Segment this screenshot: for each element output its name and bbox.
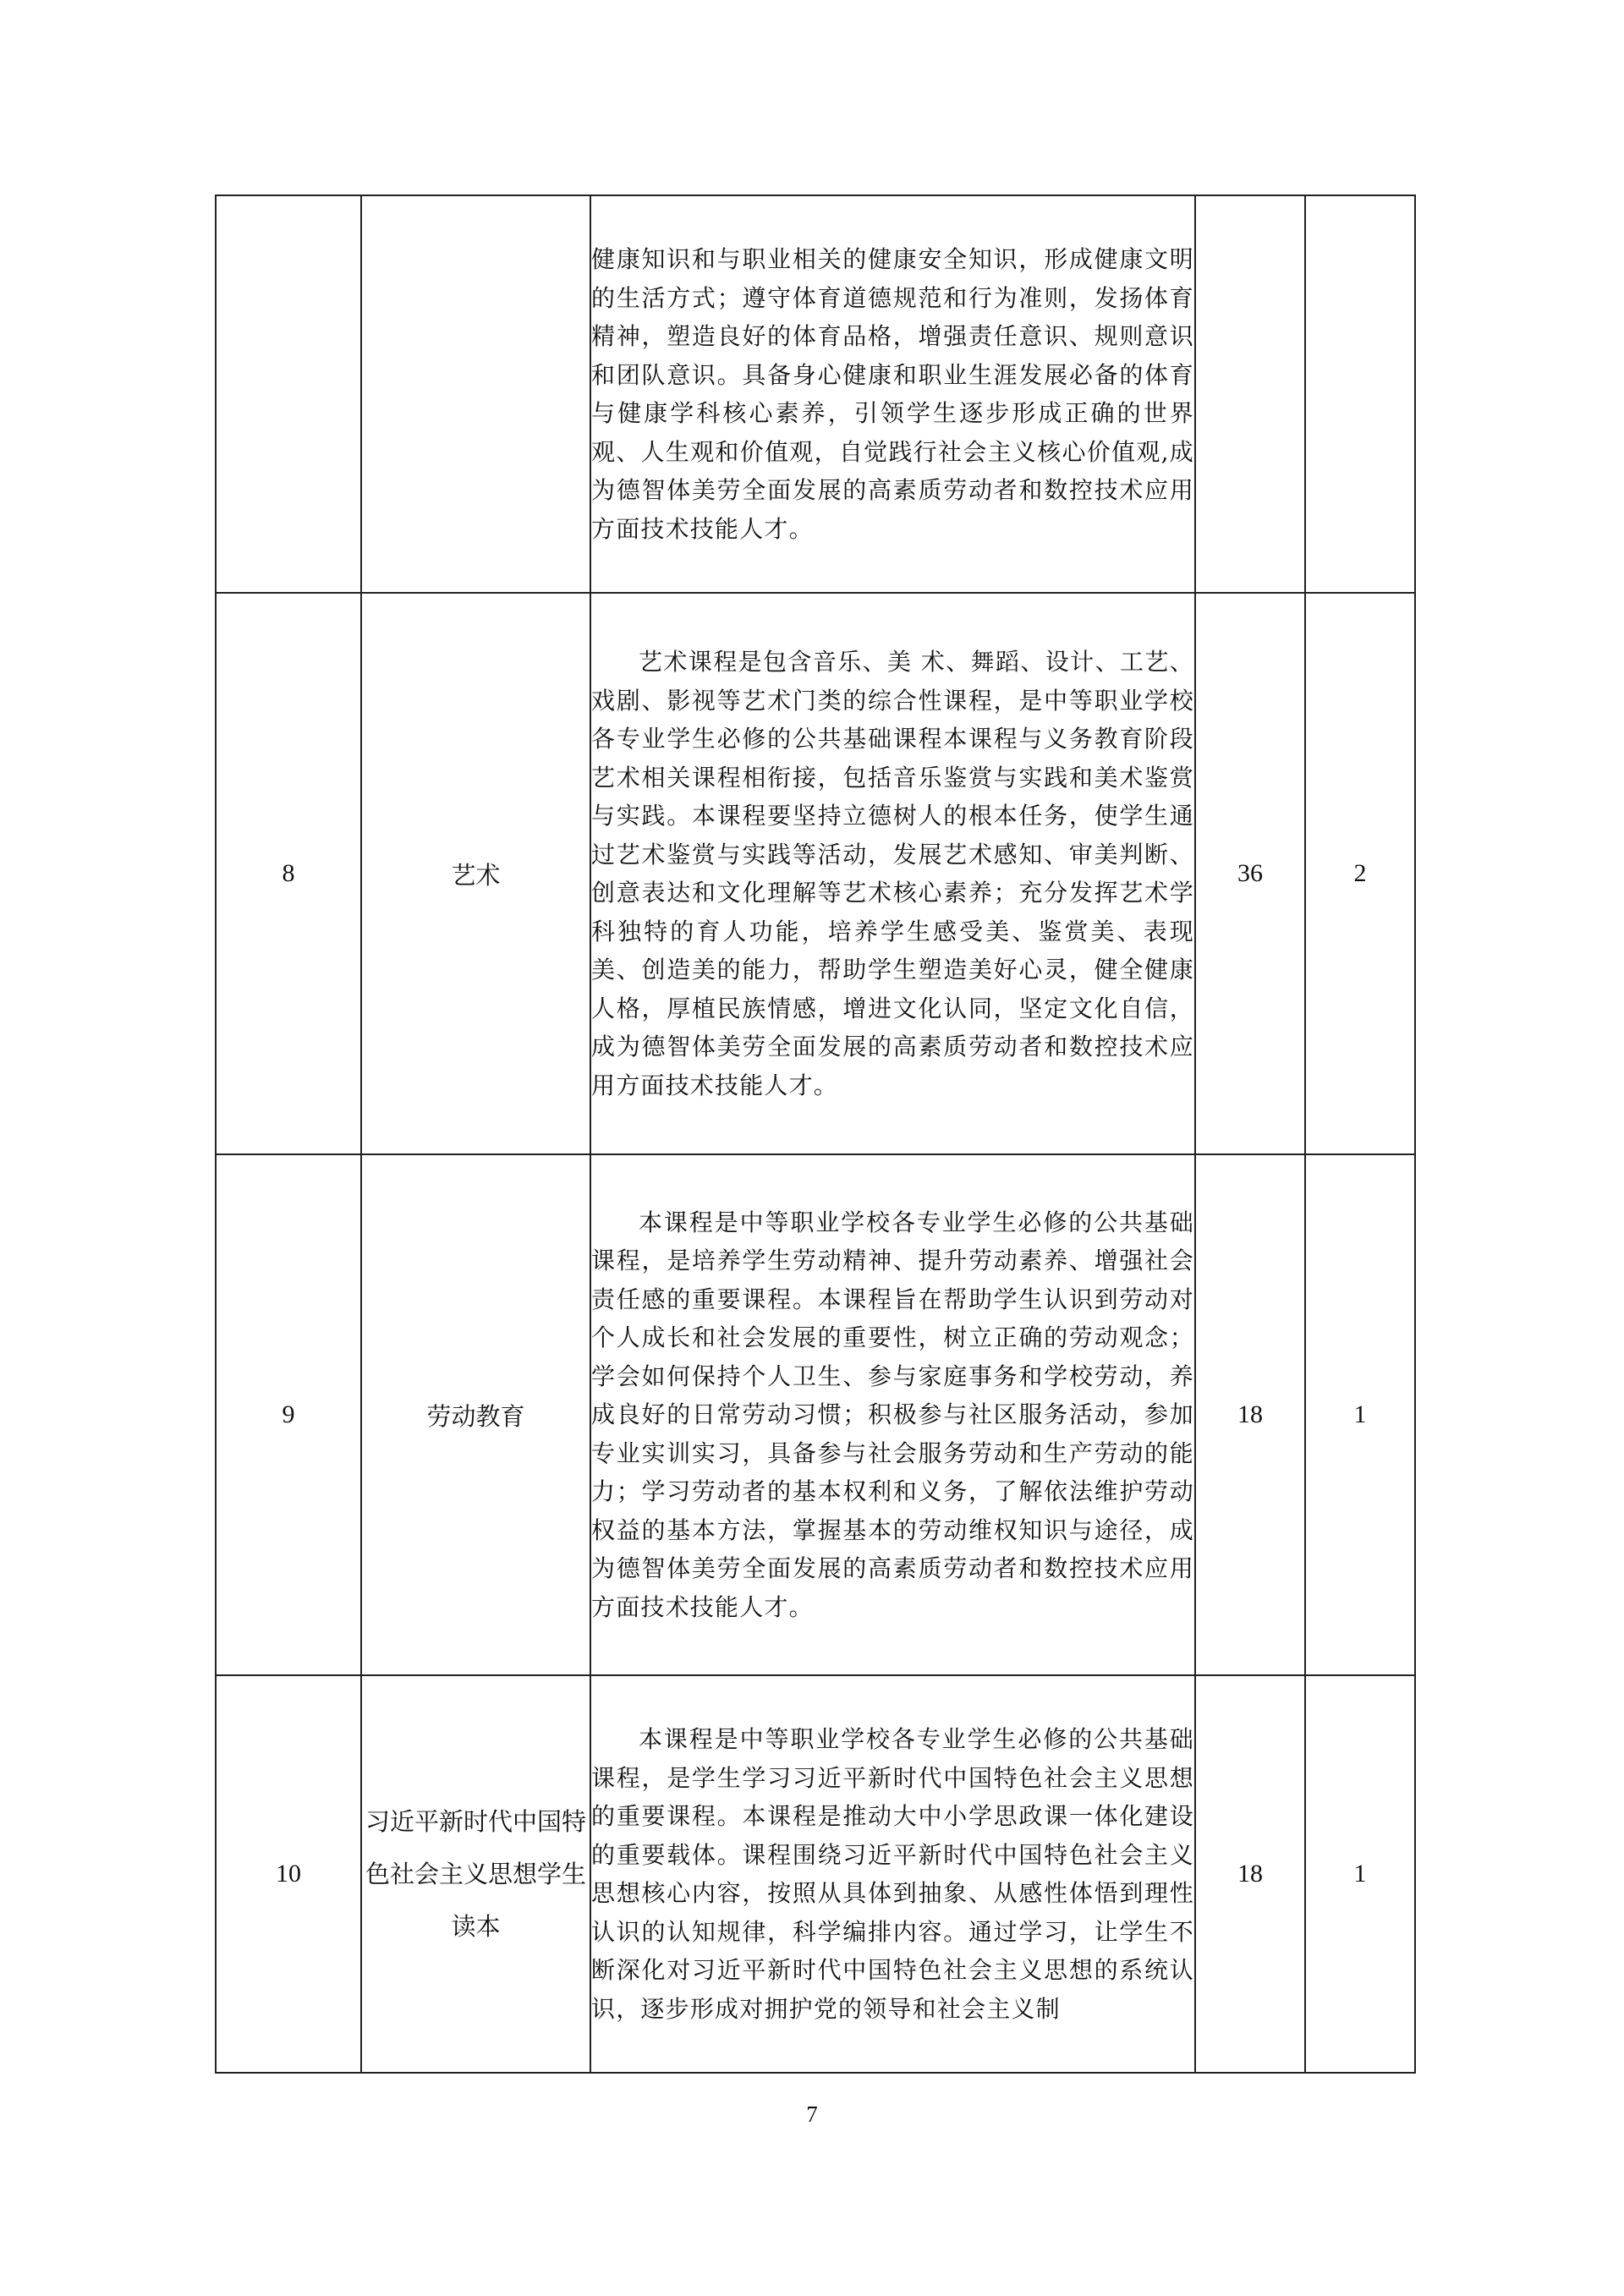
course-hours-cell: 18 [1195, 1675, 1305, 2073]
table-row [216, 1675, 1415, 2073]
table-row [216, 195, 1415, 593]
page-number: 7 [806, 2101, 818, 2127]
course-name-cell: 习近平新时代中国特色社会主义思想学生读本 [361, 1675, 590, 2073]
course-credits-cell: 1 [1305, 1154, 1415, 1675]
table-row [216, 1154, 1415, 1675]
course-description: 健康知识和与职业相关的健康安全知识，形成健康文明的生活方式；遵守体育道德规范和行为准则，发扬体育精神，塑造良好的体育品格，增强责任意识、规则意识和团队意识。具备身心健康和职业生涯发展必备的体育与健康学科核心素养，引领学生逐步形成正确的世界观、人生观和价值观，自觉践行社会主义核心价值观,成为德智体美劳全面发展的高素质劳动者和数控技术应用方面技术技能人才。 [591, 245, 1194, 543]
course-number-cell: 9 [216, 1154, 361, 1675]
course-description-cell [590, 1154, 1195, 1675]
course-name-cell [361, 195, 590, 593]
course-name-cell: 劳动教育 [361, 1154, 590, 1675]
course-name-cell: 艺术 [361, 593, 590, 1154]
course-number-cell: 8 [216, 593, 361, 1154]
course-description-cell [590, 195, 1195, 593]
course-credits-cell [1305, 195, 1415, 593]
course-credits-cell: 1 [1305, 1675, 1415, 2073]
course-number-cell: 10 [216, 1675, 361, 2073]
course-description: 本课程是中等职业学校各专业学生必修的公共基础课程，是培养学生劳动精神、提升劳动素养、增强社会责任感的重要课程。本课程旨在帮助学生认识到劳动对个人成长和社会发展的重要性，树立正确的劳动观念；学会如何保持个人卫生、参与家庭事务和学校劳动，养成良好的日常劳动习惯；积极参与社区服务活动，参加专业实训实习，具备参与社会服务劳动和生产劳动的能力；学习劳动者的基本权利和义务，了解依法维护劳动权益的基本方法，掌握基本的劳动维权知识与途径，成为德智体美劳全面发展的高素质劳动者和数控技术应用方面技术技能人才。 [591, 1208, 1194, 1621]
course-description: 本课程是中等职业学校各专业学生必修的公共基础课程，是学生学习习近平新时代中国特色社会主义思想的重要课程。本课程是推动大中小学思政课一体化建设的重要载体。课程围绕习近平新时代中国特色社会主义思想核心内容，按照从具体到抽象、从感性体悟到理性认识的认知规律，科学编排内容。通过学习，让学生不断深化对习近平新时代中国特色社会主义思想的系统认识，逐步形成对拥护党的领导和社会主义制 [591, 1725, 1194, 2023]
course-number-cell [216, 195, 361, 593]
course-hours-cell: 36 [1195, 593, 1305, 1154]
course-table [215, 195, 1416, 2074]
course-description-cell [590, 1675, 1195, 2073]
course-description: 艺术课程是包含音乐、美 术、舞蹈、设计、工艺、戏剧、影视等艺术门类的综合性课程，是中等职业学校各专业学生必修的公共基础课程本课程与义务教育阶段艺术相关课程相衔接，包括音乐鉴赏与实践和美术鉴赏与实践。本课程要坚持立德树人的根本任务，使学生通过艺术鉴赏与实践等活动，发展艺术感知、审美判断、创意表达和文化理解等艺术核心素养；充分发挥艺术学科独特的育人功能，培养学生感受美、鉴赏美、表现美、创造美的能力，帮助学生塑造美好心灵，健全健康人格，厚植民族情感，增进文化认同，坚定文化自信，成为德智体美劳全面发展的高素质劳动者和数控技术应用方面技术技能人才。 [591, 648, 1194, 1099]
course-credits-cell: 2 [1305, 593, 1415, 1154]
table-row [216, 593, 1415, 1154]
course-description-cell [590, 593, 1195, 1154]
course-hours-cell: 18 [1195, 1154, 1305, 1675]
course-hours-cell [1195, 195, 1305, 593]
